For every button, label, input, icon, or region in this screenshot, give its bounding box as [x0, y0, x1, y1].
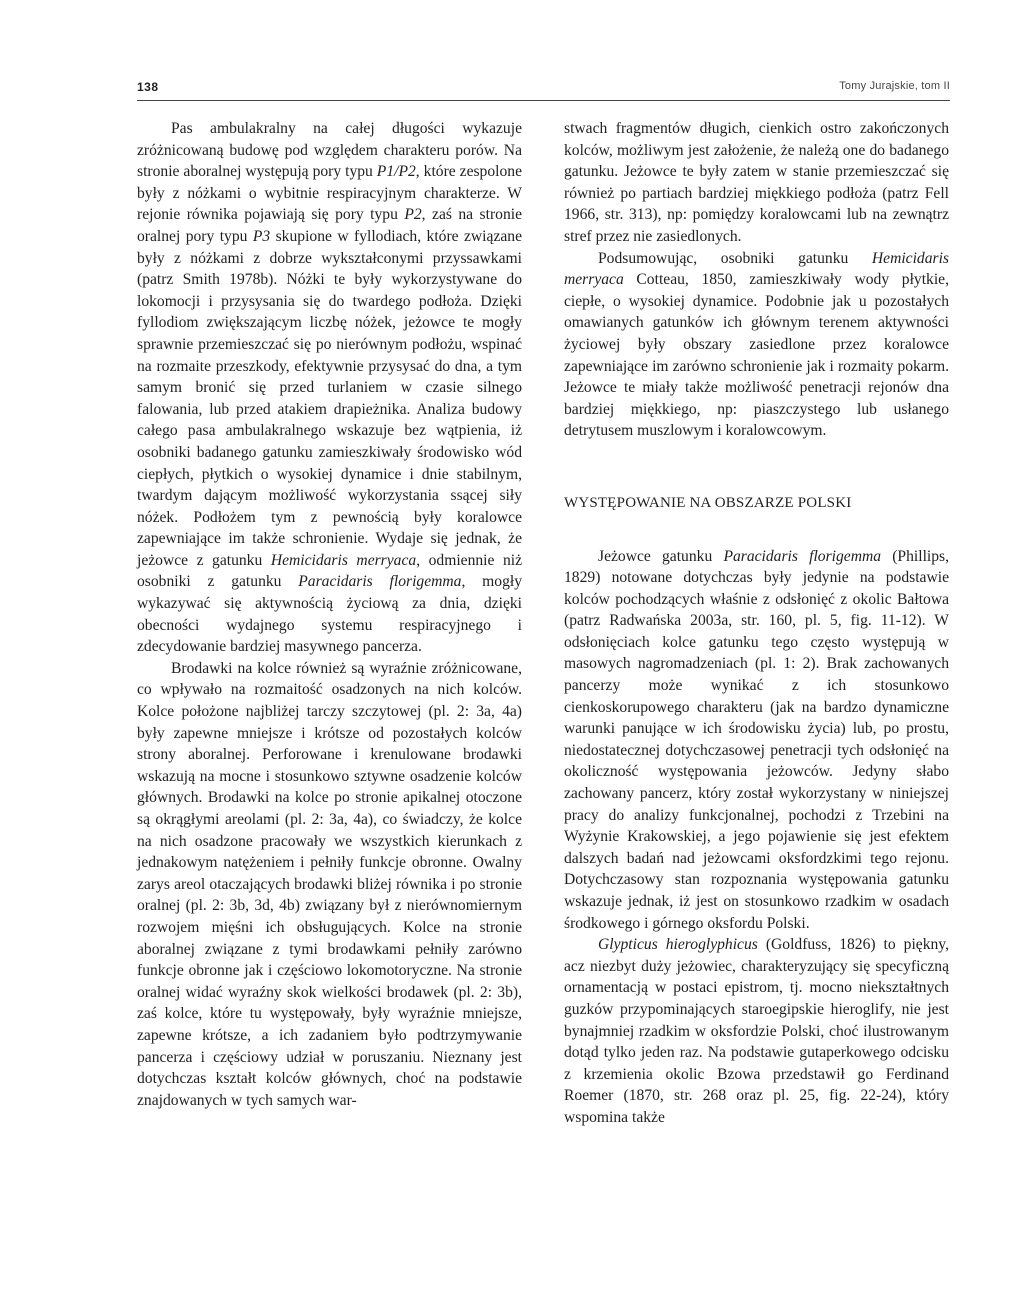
paragraph: Jeżowce gatunku Paracidaris florigemma (Phillips, 1829) notowane dotychczas były jedynie na podstawie kolców pochodzących właśnie z odsłonięć z okolic Bałtowa (patrz Radwańska 2003a, str. 160, pl. 5, fig. 11-12). W odsłonięciach kolce gatunku tego często występują w masowych nagromadzeniach (pl. 1: 2). Brak zachowanych pancerzy może wynikać z ich stosunkowo cienkoskorupowego charakteru (jak na bardzo dynamiczne warunki panujące w ich środowisku życia) lub, po prostu, niedostatecznej dotychczasowej penetracji tych odsłonięć na okoliczność występowania jeżowców. Jedyny słabo zachowany pancerz, który został wykorzystany w niniejszej pracy do analizy funkcjonalnej, pochodzi z Trzebini na Wyżynie Krakowskiej, a jego pojawienie się jest efektem dalszych badań nad jeżowcami oksfordzkimi tego rejonu. Dotychczasowy stan rozpoznania występowania gatunku wskazuje jednak, iż jest on stosunkowo rzadkim w osadach środkowego i górnego oksfordu Polski. [564, 547, 949, 932]
page-header [137, 76, 950, 101]
running-title: Tomy Jurajskie, tom II [839, 80, 950, 92]
paragraph: Glypticus hieroglyphicus (Goldfuss, 1826) to piękny, acz niezbyt duży jeżowiec, charakteryzujący się specyficzną ornamentacją w postaci epistrom, tj. mocno niekształtnych guzków przypominających staroegipskie hieroglify, nie jest bynajmniej rzadkim w oksfordzie Polski, choć ilustrowanym dotąd tylko jeden raz. Na podstawie gutaperkowego odcisku z krzemienia okolic Bzowa przedstawił go Ferdinand Roemer (1870, str. 268 oraz pl. 25, fig. 22-24), który wspomina także [564, 936, 949, 1126]
section-heading: WYSTĘPOWANIE NA OBSZARZE POLSKI [564, 494, 852, 511]
page-number: 138 [137, 80, 159, 94]
right-column [564, 118, 949, 1129]
left-column [137, 118, 522, 1111]
paragraph: Podsumowując, osobniki gatunku Hemicidaris merryaca Cotteau, 1850, zamieszkiwały wody płytkie, ciepłe, o wysokiej dynamice. Podobnie jak u pozostałych omawianych gatunków ich głównym terenem aktywności życiowej były obszary zasiedlone przez koralowce zapewniające im zarówno schronienie jak i rozmaity pokarm. Jeżowce te miały także możliwość penetracji rejonów dna bardziej miękkiego, np: piaszczystego lub usłanego detrytusem muszlowym i koralowcowym. [564, 249, 949, 440]
paragraph: Brodawki na kolce również są wyraźnie zróżnicowane, co wpływało na rozmaitość osadzonych na nich kolców. Kolce położone najbliżej tarczy szczytowej (pl. 2: 3a, 4a) były zapewne mniejsze i krótsze od pozostałych kolców strony aboralnej. Perforowane i krenulowane brodawki wskazują na mocne i stosunkowo sztywne osadzenie kolców głównych. Brodawki na kolce po stronie apikalnej otoczone są okrągłymi areolami (pl. 2: 3a, 4a), co świadczy, że kolce na nich osadzone pracowały we wszystkich kierunkach z jednakowym natężeniem i pełniły funkcje obronne. Owalny zarys areol otaczających brodawki bliżej równika i po stronie oralnej (pl. 2: 3b, 3d, 4b) związany był z nierównomiernym rozwojem mięśni ich obsługujących. Kolce na stronie aboralnej związane z tymi brodawkami pełniły zarówno funkcje obronne jak i częściowo lokomotoryczne. Na stronie oralnej widać wyraźny skok wielkości brodawek (pl. 2: 3b), zaś kolce, które tu występowały, były wyraźnie mniejsze, zapewne krótsze, a ich zadaniem było podtrzymywanie pancerza i częściowy udział w poruszaniu. Nieznany jest dotychczas kształt kolców głównych, choć na podstawie znajdowanych w tych samych war- [137, 659, 522, 1109]
paragraph: Pas ambulakralny na całej długości wykazuje zróżnicowaną budowę pod względem charakteru porów. Na stronie aboralnej występują pory typu P1/P2, które zespolone były z nóżkami o wybitnie respiracyjnym charakterze. W rejonie równika pojawiają się pory typu P2, zaś na stronie oralnej pory typu P3 skupione w fyllodiach, które związane były z nóżkami z dobrze wykształconymi przyssawkami (patrz Smith 1978b). Nóżki te były wykorzystywane do lokomocji i przysysania się do twardego podłoża. Dzięki fyllodiom zwiększającym liczbę nóżek, jeżowce te mogły sprawnie przemieszczać się po nierównym podłożu, wspinać na rozmaite przeszkody, efektywnie przysysać do dna, a tym samym bronić się przed turlaniem w czasie silnego falowania, lub przed atakiem drapieżnika. Analiza budowy całego pasa ambulakralnego wskazuje bez wątpienia, iż osobniki badanego gatunku zamieszkiwały środowisko wód ciepłych, płytkich o wysokiej dynamice i dnie stabilnym, twardym dającym możliwość wykorzystania ssącej siły nóżek. Podłożem tym z pewnością były koralowce zapewniające im także schronienie. Wydaje się jednak, że jeżowce z gatunku Hemicidaris merryaca, odmiennie niż osobniki z gatunku Paracidaris florigemma, mogły wykazywać się aktywnością życiową za dnia, dzięki obecności wydajnego systemu respiracyjnego i zdecydowanie bardziej masywnego pancerza. [137, 120, 523, 656]
paragraph: stwach fragmentów długich, cienkich ostro zakończonych kolców, możliwym jest założenie, że należą one do badanego gatunku. Jeżowce te były zatem w stanie przemieszczać się również po partiach bardziej miękkiego podłoża (patrz Fell 1966, str. 313), np: pomiędzy koralowcami lub na zewnątrz stref przez nie zasiedlonych. [564, 120, 949, 245]
